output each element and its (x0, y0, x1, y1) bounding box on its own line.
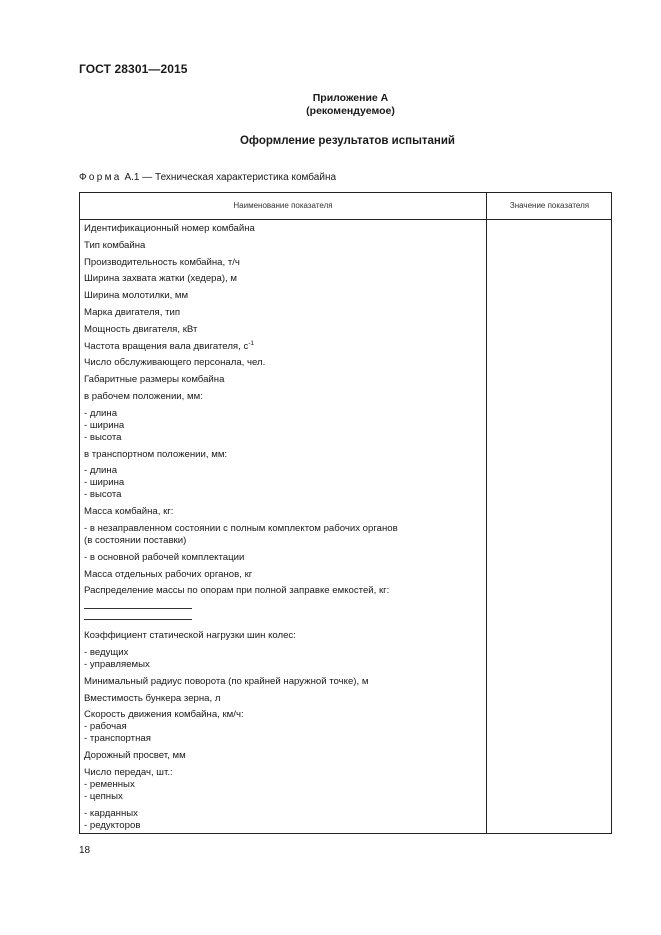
table-row (84, 337, 484, 354)
row-text: - управляемых (84, 658, 150, 670)
form-caption (79, 172, 336, 183)
row-text: Число обслуживающего персонала, чел. (84, 357, 266, 369)
table-row (84, 581, 484, 598)
row-text: - длина (84, 465, 118, 477)
column-header-value: Значение показателя (509, 201, 590, 210)
table-row (84, 804, 484, 833)
row-text: Число передач, шт.: (84, 766, 173, 778)
document-code: ГОСТ 28301—2015 (79, 62, 188, 76)
row-text: - в основной рабочей комплектации (84, 551, 245, 563)
row-text: - редукторов (84, 819, 141, 831)
section-title-text: Оформление результатов испытаний (239, 135, 456, 147)
row-text: - рабочая (84, 721, 127, 733)
appendix-heading (0, 92, 661, 118)
row-text: - транспортная (84, 733, 151, 745)
row-text: Скорость движения комбайна, км/ч: (84, 709, 244, 721)
table-row (84, 672, 484, 689)
table-row (84, 445, 484, 462)
table-rows (84, 219, 484, 833)
blank-entry-line (84, 608, 192, 609)
row-text: Ширина молотилки, мм (84, 290, 189, 302)
row-text: Коэффициент статической нагрузки шин колес: (84, 630, 296, 642)
table-row (84, 763, 484, 804)
table-row (84, 461, 484, 502)
form-number: А.1 (124, 172, 140, 183)
table-row (84, 236, 484, 253)
table-row (84, 705, 484, 746)
row-text: Частота вращения вала двигателя, с (84, 340, 249, 352)
unit-exponent: -1 (248, 339, 255, 347)
appendix-subtitle: (рекомендуемое) (306, 105, 395, 117)
table-row (84, 626, 484, 643)
column-header-name: Наименование показателя (233, 201, 333, 210)
table-row (84, 253, 484, 270)
row-text: Мощность двигателя, кВт (84, 323, 198, 335)
row-text: (в состоянии поставки) (84, 534, 187, 546)
table-row (84, 353, 484, 370)
row-text: - ременных (84, 778, 135, 790)
row-text: - ведущих (84, 646, 129, 658)
table-row (84, 387, 484, 404)
row-text: - ширина (84, 419, 125, 431)
row-text: в рабочем положении, мм: (84, 390, 203, 402)
table-row (84, 320, 484, 337)
row-text: Тип комбайна (84, 239, 146, 251)
row-text: Идентификационный номер комбайна (84, 223, 255, 234)
row-text: Минимальный радиус поворота (по крайней наружной точке), м (84, 675, 369, 687)
row-text: Вместимость бункера зерна, л (84, 692, 221, 704)
table-row (84, 519, 484, 548)
row-text: Масса отдельных рабочих органов, кг (84, 568, 253, 580)
row-text: Масса комбайна, кг: (84, 506, 174, 518)
row-text: - высота (84, 489, 122, 501)
section-title (0, 135, 661, 147)
row-text: в транспортном положении, мм: (84, 448, 228, 460)
row-text: Ширина захвата жатки (хедера), м (84, 273, 237, 285)
row-text: - длина (84, 407, 118, 419)
row-text: - ширина (84, 477, 125, 489)
form-prefix: Форма (79, 172, 122, 183)
table-row (84, 404, 484, 445)
row-text: - карданных (84, 807, 138, 819)
row-text: Дорожный просвет, мм (84, 750, 186, 762)
table-row (84, 303, 484, 320)
appendix-title: Приложение А (312, 92, 389, 104)
blank-entry-line (84, 619, 192, 620)
table-row (84, 746, 484, 763)
row-text: - цепных (84, 790, 123, 802)
table-row (84, 219, 484, 236)
row-text: Марка двигателя, тип (84, 306, 181, 318)
table-row (84, 502, 484, 519)
row-text: Распределение массы по опорам при полной заправке емкостей, кг: (84, 585, 390, 597)
row-text: - высота (84, 431, 122, 443)
table-row (84, 565, 484, 582)
column-divider (486, 193, 487, 833)
row-text: - в незаправленном состоянии с полным комплектом рабочих органов (84, 522, 398, 534)
row-text: Производительность комбайна, т/ч (84, 256, 240, 268)
form-caption-text: — Техническая характеристика комбайна (142, 172, 337, 183)
table-row (84, 286, 484, 303)
characteristics-table (79, 192, 612, 834)
table-row (84, 370, 484, 387)
page-number: 18 (79, 845, 91, 856)
table-row (84, 643, 484, 672)
table-row (84, 689, 484, 706)
row-text: Габаритные размеры комбайна (84, 374, 225, 386)
table-row (84, 269, 484, 286)
table-row (84, 548, 484, 565)
